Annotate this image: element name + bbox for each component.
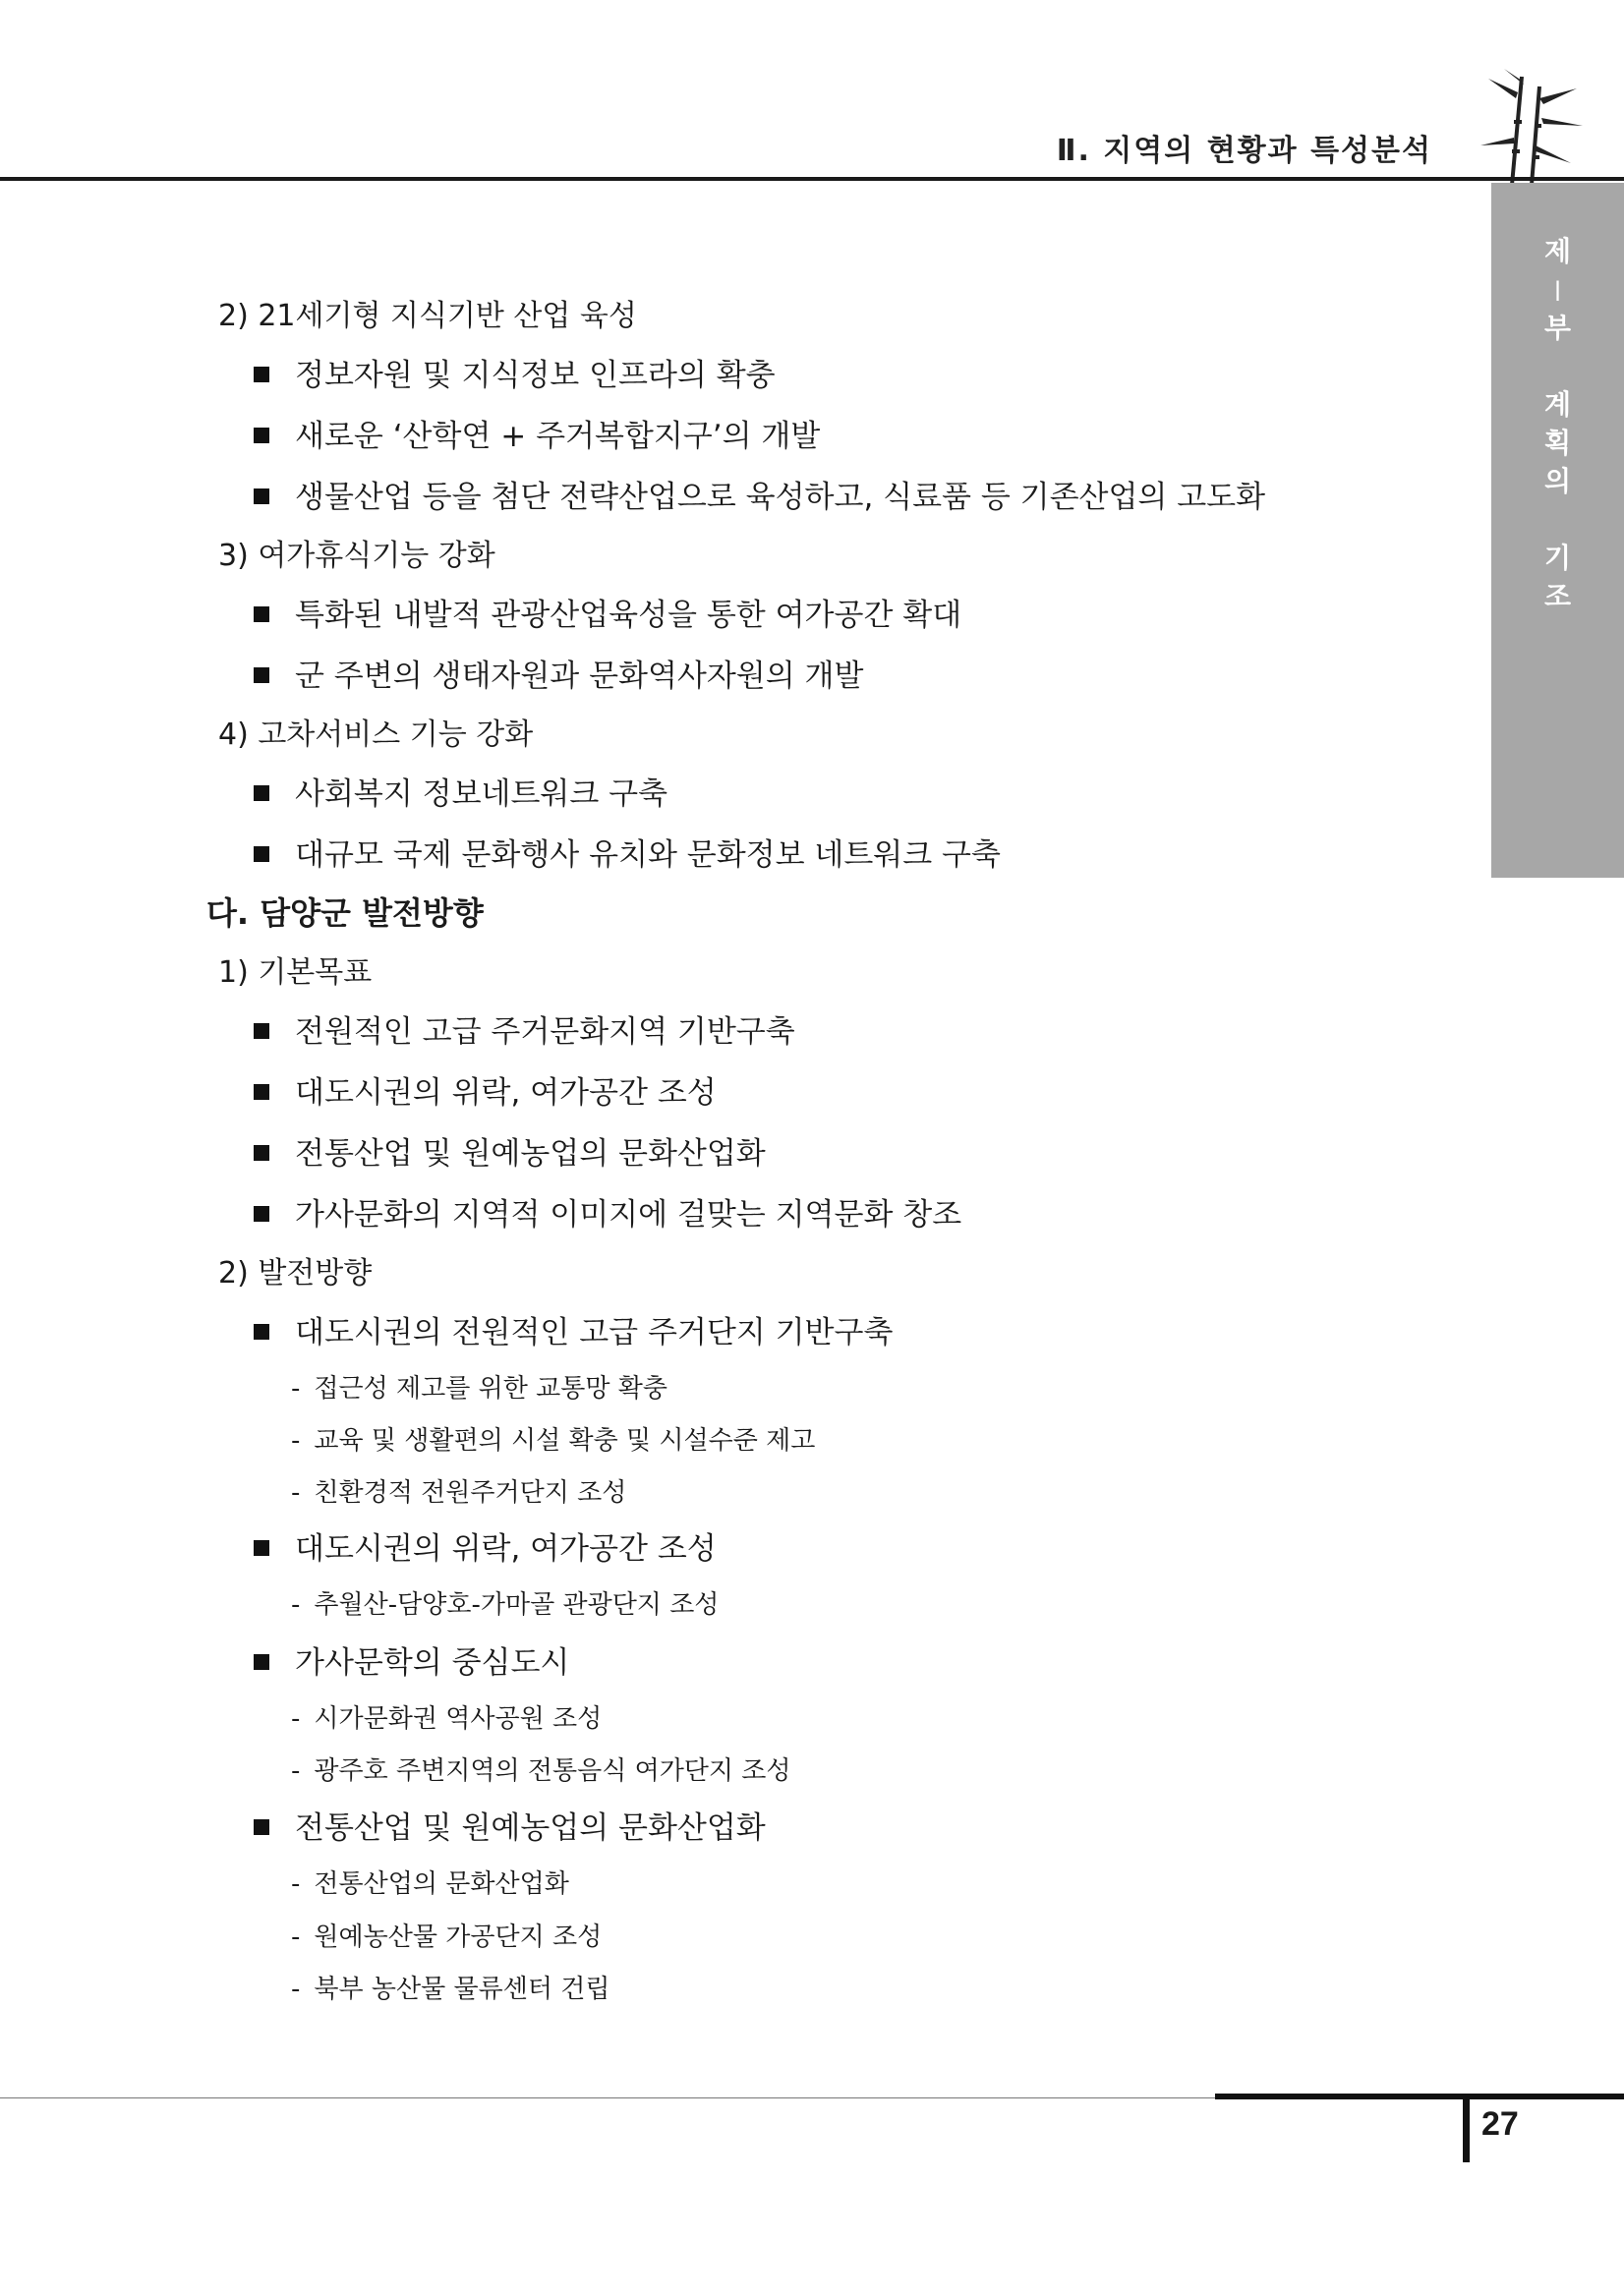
dash-item: - 전통산업의 문화산업화 [291, 1869, 569, 1899]
bullet-item: 새로운 ‘산학연 + 주거복합지구’의 개발 [254, 411, 820, 455]
square-bullet-icon [254, 667, 269, 683]
bullet-item: 가사문학의 중심도시 [254, 1637, 569, 1682]
square-bullet-icon [254, 1206, 269, 1222]
header-rule [0, 177, 1624, 181]
dash-item: - 교육 및 생활편의 시설 확충 및 시설수준 제고 [291, 1426, 816, 1456]
side-tab-char: 제 [1543, 235, 1572, 267]
bullet-item: 정보자원 및 지식정보 인프라의 확충 [254, 350, 776, 394]
square-bullet-icon [254, 1324, 269, 1340]
bullet-item: 사회복지 정보네트워크 구축 [254, 769, 667, 813]
side-tab-char: 획 [1543, 427, 1572, 459]
subsection-heading: 1) 기본목표 [218, 955, 373, 990]
square-bullet-icon [254, 428, 269, 443]
dash-item: - 접근성 제고를 위한 교통망 확충 [291, 1374, 667, 1404]
bullet-item: 대도시권의 전원적인 고급 주거단지 기반구축 [254, 1307, 893, 1351]
square-bullet-icon [254, 1084, 269, 1100]
side-tab-char: 계 [1543, 388, 1572, 421]
bamboo-icon [1475, 69, 1593, 187]
side-tab-char: 부 [1543, 312, 1572, 344]
footer-rule [0, 2097, 1215, 2098]
bullet-item: 전원적인 고급 주거문화지역 기반구축 [254, 1006, 795, 1051]
bullet-item: 대규모 국제 문화행사 유치와 문화정보 네트워크 구축 [254, 830, 1001, 874]
dash-item: - 친환경적 전원주거단지 조성 [291, 1478, 627, 1508]
square-bullet-icon [254, 785, 269, 801]
square-bullet-icon [254, 1819, 269, 1835]
subsection-heading: 3) 여가휴식기능 강화 [218, 539, 495, 573]
bullet-item: 군 주변의 생태자원과 문화역사자원의 개발 [254, 651, 863, 695]
bullet-item: 전통산업 및 원예농업의 문화산업화 [254, 1128, 766, 1173]
chapter-side-tab [1491, 183, 1624, 878]
bullet-item: 특화된 내발적 관광산업육성을 통한 여가공간 확대 [254, 590, 961, 634]
subsection-heading: 2) 21세기형 지식기반 산업 육성 [218, 299, 637, 333]
square-bullet-icon [254, 1540, 269, 1556]
dash-item: - 추월산-담양호-가마골 관광단지 조성 [291, 1590, 720, 1620]
square-bullet-icon [254, 1654, 269, 1670]
dash-item: - 광주호 주변지역의 전통음식 여가단지 조성 [291, 1756, 791, 1786]
subsection-heading: 2) 발전방향 [218, 1256, 373, 1291]
bullet-item: 가사문화의 지역적 이미지에 걸맞는 지역문화 창조 [254, 1189, 961, 1234]
header-title: Ⅱ. 지역의 현황과 특성분석 [1056, 134, 1432, 168]
side-tab-char: | [1553, 277, 1562, 301]
square-bullet-icon [254, 488, 269, 504]
side-tab-char: 의 [1543, 465, 1572, 497]
bullet-item: 전통산업 및 원예농업의 문화산업화 [254, 1803, 766, 1847]
side-tab-char: 기 [1543, 542, 1572, 574]
side-tab-char: 조 [1543, 580, 1572, 612]
bullet-item: 대도시권의 위락, 여가공간 조성 [254, 1523, 717, 1568]
square-bullet-icon [254, 1023, 269, 1039]
bullet-item: 생물산업 등을 첨단 전략산업으로 육성하고, 식료품 등 기존산업의 고도화 [254, 472, 1265, 516]
square-bullet-icon [254, 606, 269, 622]
square-bullet-icon [254, 846, 269, 862]
bullet-item: 대도시권의 위락, 여가공간 조성 [254, 1067, 717, 1112]
dash-item: - 북부 농산물 물류센터 건립 [291, 1975, 610, 2004]
footer-divider [1463, 2094, 1470, 2162]
subsection-heading: 4) 고차서비스 기능 강화 [218, 718, 534, 752]
dash-item: - 시가문화권 역사공원 조성 [291, 1704, 603, 1734]
footer-rule-thick [1215, 2094, 1624, 2099]
dash-item: - 원예농산물 가공단지 조성 [291, 1923, 603, 1952]
square-bullet-icon [254, 367, 269, 382]
section-title: 다. 담양군 발전방향 [206, 894, 484, 932]
page-number: 27 [1481, 2105, 1519, 2143]
square-bullet-icon [254, 1145, 269, 1161]
